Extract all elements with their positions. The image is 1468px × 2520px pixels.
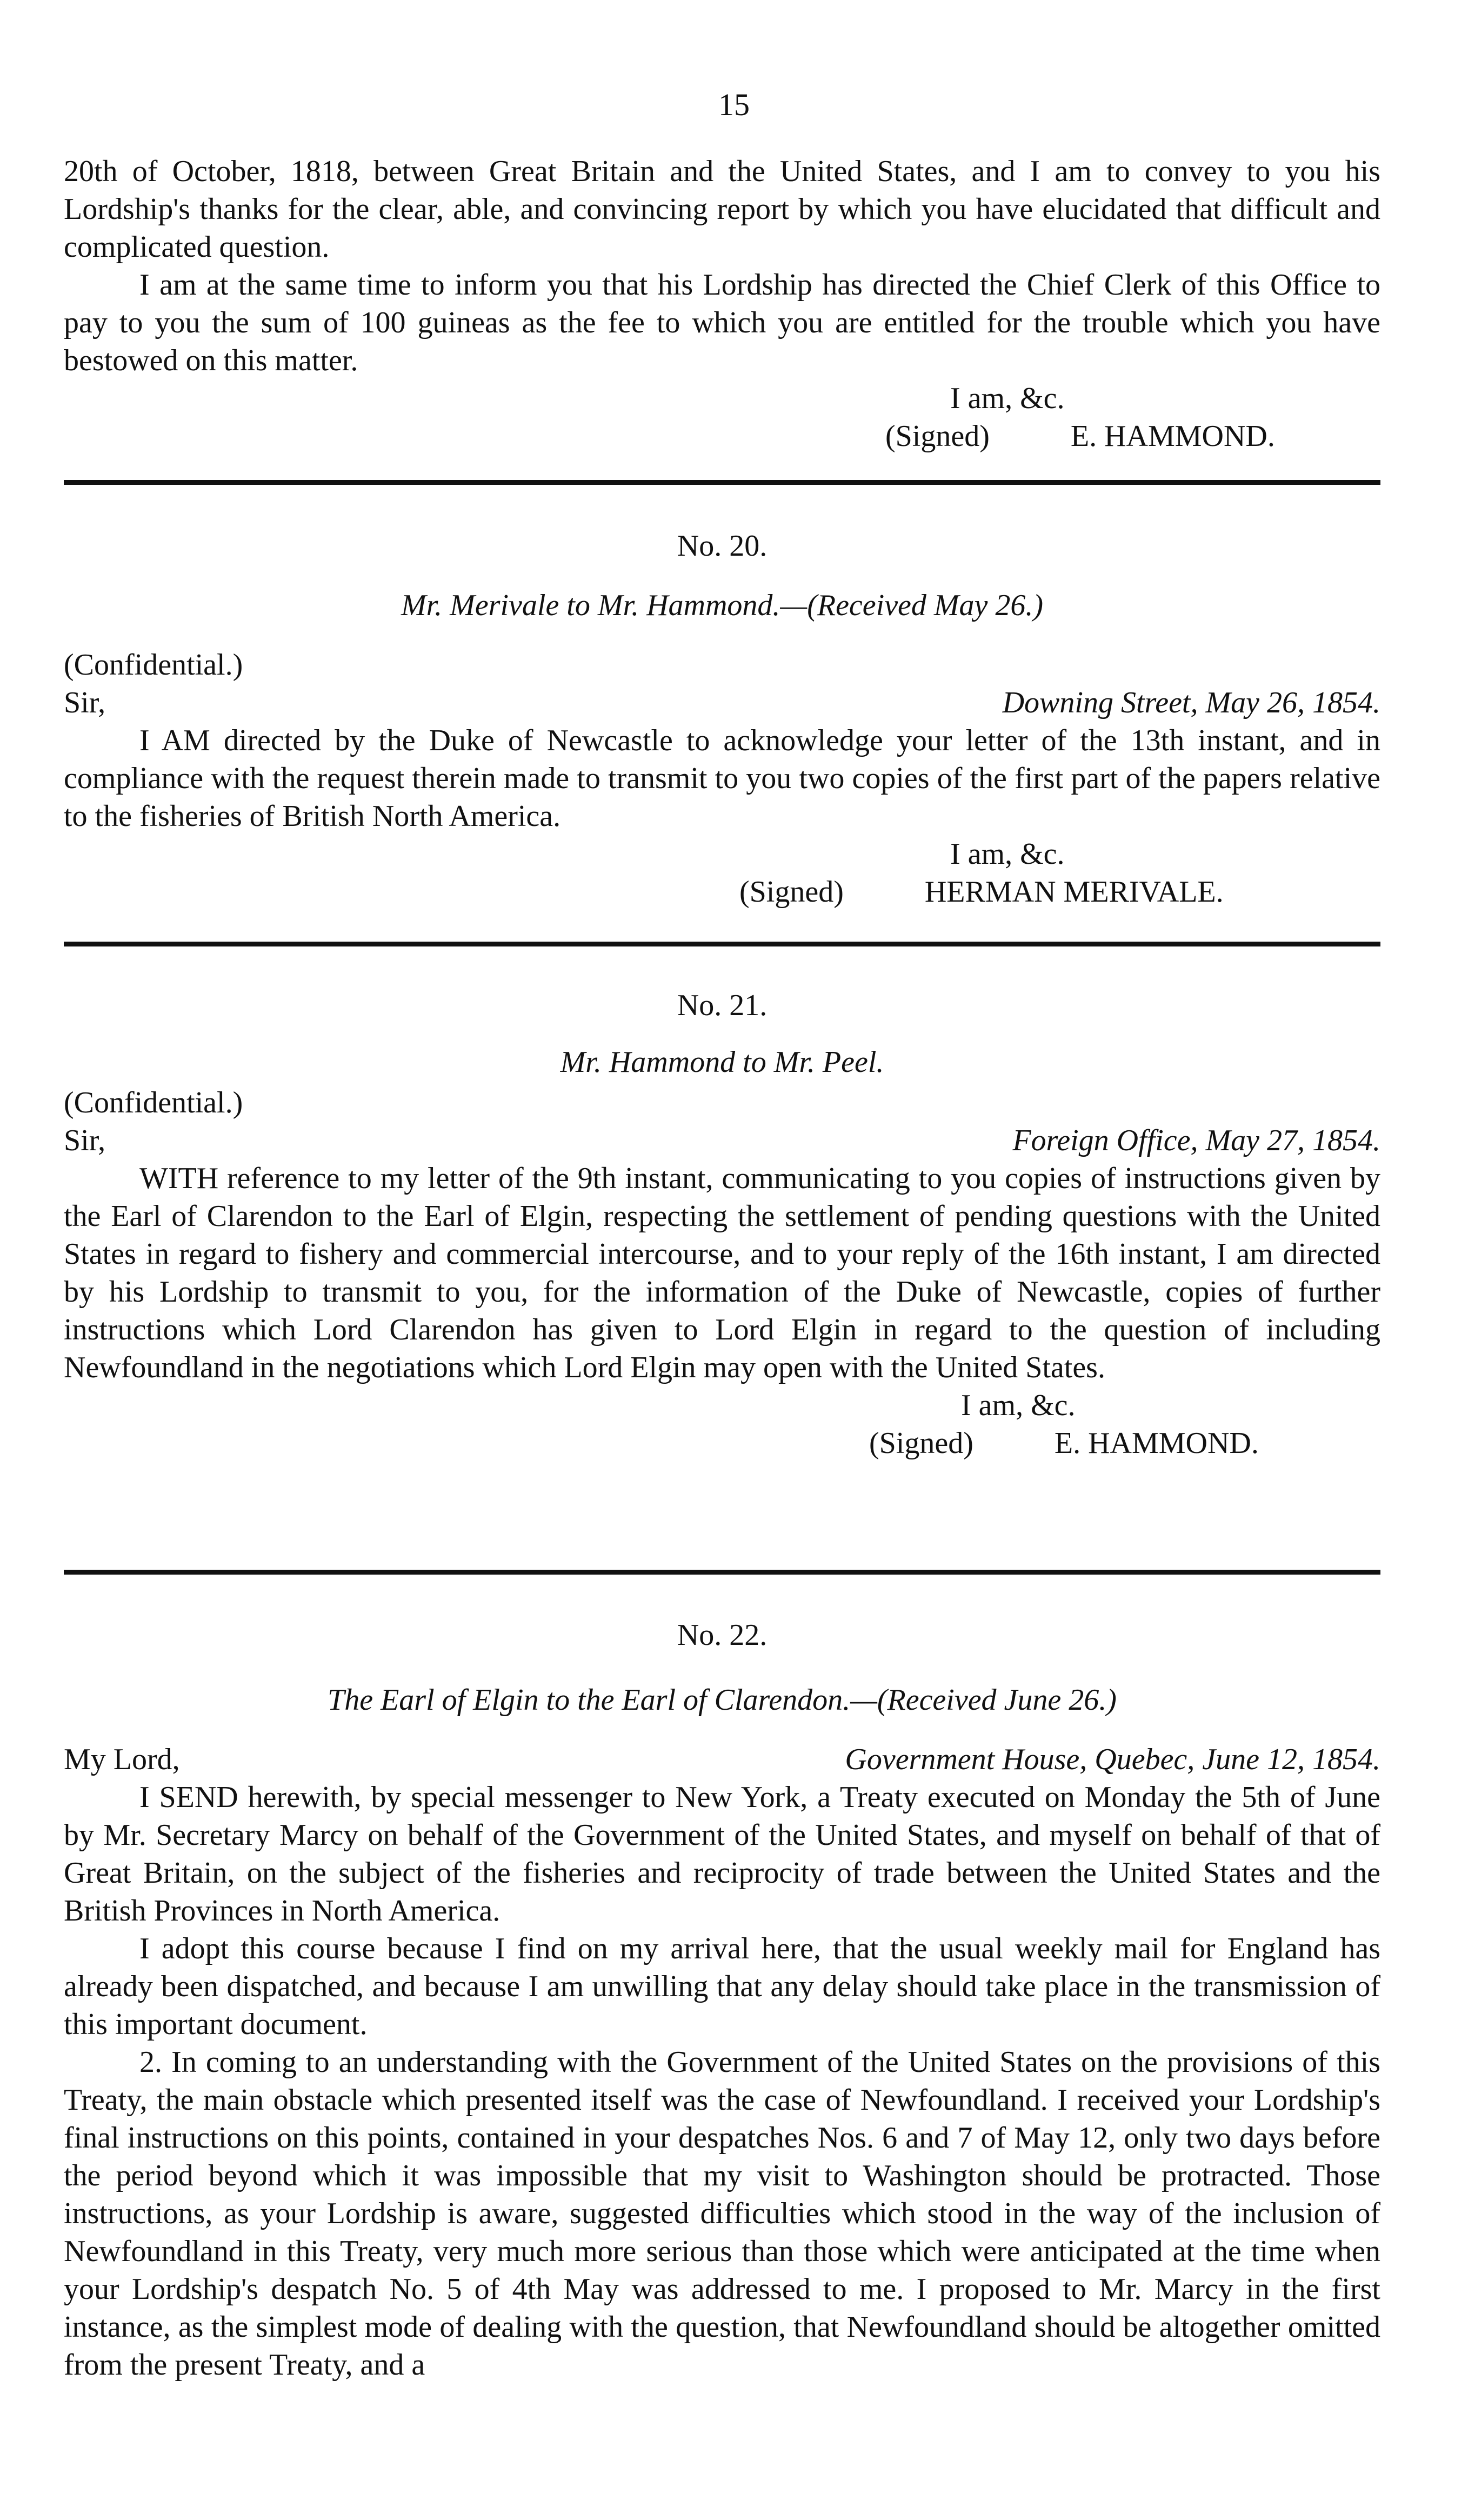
letter-header-row [64, 684, 1380, 722]
section-divider [64, 942, 1380, 946]
signed-label: (Signed) [869, 1426, 973, 1460]
letter-paragraph-3: 2. In coming to an understanding with the Government of the United States on the provisions of this Treaty, the main obstacle which presented itself was the case of Newfoundland. I received your Lordship's final instructions on this points, contained in your despatches Nos. 6 and 7 of May 12, only two days before the period beyond which it was impossible that my visit to Washington should be protracted. Those instructions, as your Lordship is aware, suggested difficulties which stood in the way of the inclusion of Newfoundland in this Treaty, very much more serious than those which were anticipated at the time when your Lordship's despatch No. 5 of 4th May was addressed to me. I proposed to Mr. Marcy in the first instance, as the simplest mode of dealing with the question, that Newfoundland should be altogether omitted from the present Treaty, and a [64, 2045, 1380, 2382]
letter-paragraph-1: I SEND herewith, by special messenger to New York, a Treaty executed on Monday the 5th of June by Mr. Secretary Marcy on behalf of the Government of the United States, and myself on behalf of that of Great Britain, on the subject of the fisheries and reciprocity of trade between the United States and the British Provinces in North America. [64, 1781, 1380, 1928]
signed-name: E. HAMMOND. [1070, 419, 1275, 453]
letter-marking: (Confidential.) [64, 1086, 243, 1119]
letter-number: No. 21. [677, 989, 768, 1022]
letter-place-date: Foreign Office, May 27, 1854. [1012, 1124, 1380, 1157]
section-divider [64, 1570, 1380, 1575]
letter-place-date: Downing Street, May 26, 1854. [1002, 686, 1380, 719]
intro-closing: I am, &c. [950, 382, 1065, 415]
letter-number: No. 22. [677, 1618, 768, 1652]
intro-block [64, 152, 1380, 455]
letter-place-date: Government House, Quebec, June 12, 1854. [845, 1743, 1380, 1776]
signed-label: (Signed) [885, 419, 990, 453]
letter-header-row [64, 1122, 1380, 1159]
letter-marking: (Confidential.) [64, 648, 243, 682]
signed-name: E. HAMMOND. [1054, 1426, 1259, 1460]
letter-no-21 [64, 986, 1380, 1462]
letter-paragraph-2: I adopt this course because I find on my arrival here, that the usual weekly mail for England has already been dispatched, and because I am unwilling that any delay should take place in the transmission of this important document. [64, 1932, 1380, 2041]
signed-name: HERMAN MERIVALE. [924, 875, 1224, 909]
letter-closing: I am, &c. [950, 837, 1065, 871]
letter-no-22 [64, 1616, 1380, 2384]
intro-signature [64, 417, 1380, 455]
letter-paragraph: WITH reference to my letter of the 9th instant, communicating to you copies of instructions given by the Earl of Clarendon to the Earl of Elgin, respecting the settlement of pending questions with the United States in regard to fishery and commercial intercourse, and to your reply of the 16th instant, I am directed by his Lordship to transmit to you, for the information of the Duke of Newcastle, copies of further instructions which Lord Clarendon has given to Lord Elgin in regard to the question of including Newfoundland in the negotiations which Lord Elgin may open with the United States. [64, 1162, 1380, 1384]
signed-label: (Signed) [739, 875, 844, 909]
letter-salutation: Sir, [64, 1124, 106, 1157]
letter-heading: Mr. Hammond to Mr. Peel. [560, 1045, 884, 1079]
letter-heading: Mr. Merivale to Mr. Hammond.—(Received May 26.) [401, 589, 1044, 622]
letter-header-row [64, 1741, 1380, 1778]
letter-closing: I am, &c. [961, 1389, 1076, 1422]
letter-heading: The Earl of Elgin to the Earl of Clarendon.—(Received June 26.) [328, 1683, 1117, 1717]
letter-signature [64, 1424, 1380, 1462]
section-divider [64, 480, 1380, 485]
letter-salutation: Sir, [64, 686, 106, 719]
intro-paragraph-2: I am at the same time to inform you that his Lordship has directed the Chief Clerk of this Office to pay to you the sum of 100 guineas as the fee to which you are entitled for the trouble which you have bestowed on this matter. [64, 268, 1380, 377]
letter-no-20 [64, 527, 1380, 911]
letter-number: No. 20. [677, 529, 768, 563]
page-number: 15 [718, 87, 750, 122]
letter-signature [64, 873, 1380, 911]
letter-salutation: My Lord, [64, 1743, 180, 1776]
letter-paragraph: I AM directed by the Duke of Newcastle to acknowledge your letter of the 13th instant, and in compliance with the request therein made to transmit to you two copies of the first part of the papers relative to the fisheries of British North America. [64, 724, 1380, 833]
intro-paragraph-1: 20th of October, 1818, between Great Britain and the United States, and I am to convey to you his Lordship's thanks for the clear, able, and convincing report by which you have elucidated that difficult and complicated question. [64, 155, 1380, 264]
